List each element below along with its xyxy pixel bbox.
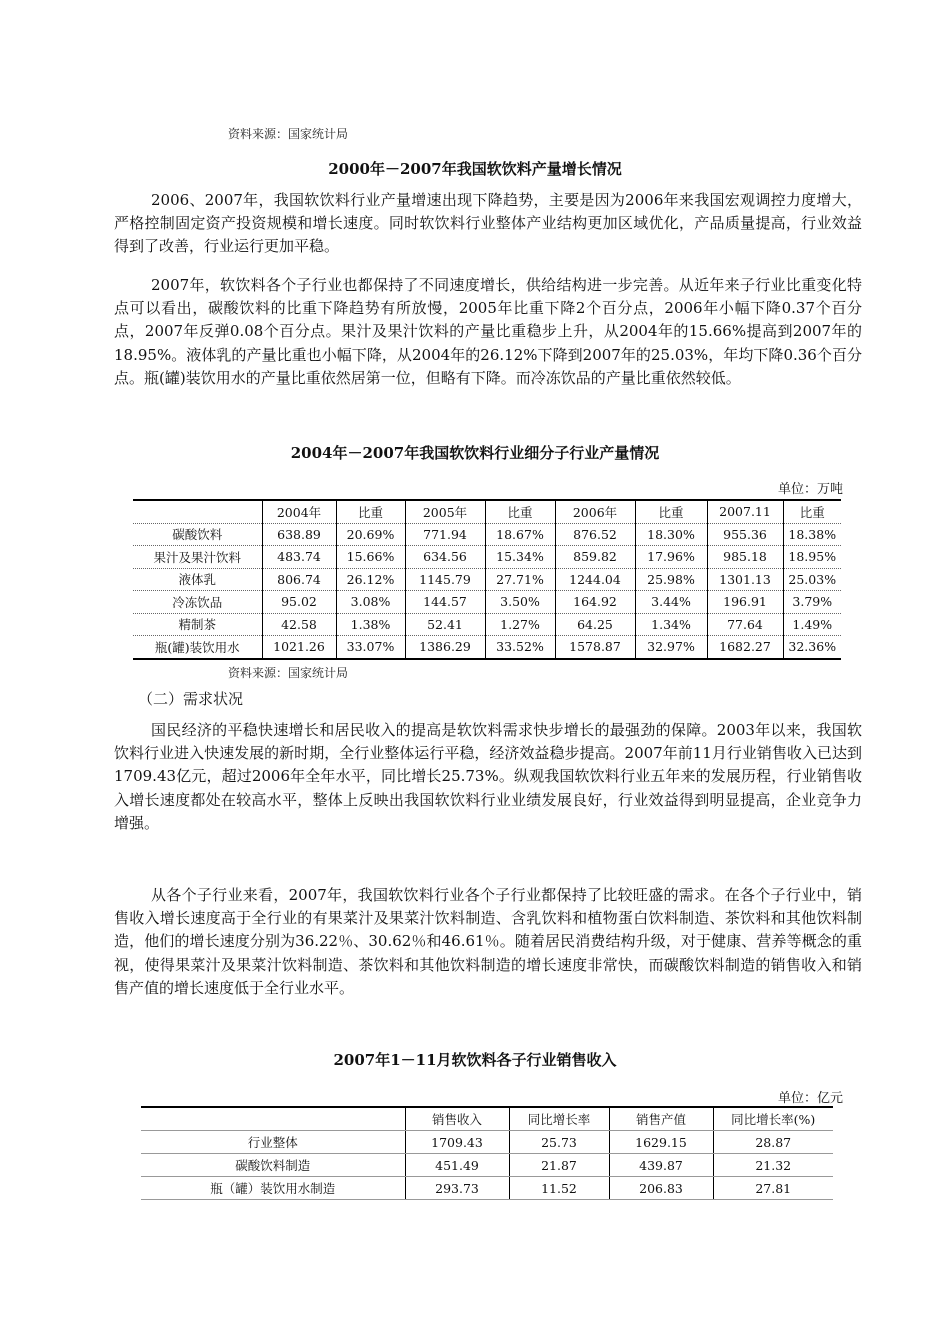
table-cell: 206.83: [609, 1177, 713, 1200]
table-row: [133, 568, 841, 591]
table-cell: 859.82: [555, 546, 635, 569]
table-cell: 26.12%: [336, 568, 405, 591]
table-cell: 1301.13: [707, 568, 783, 591]
header-cell: 2004年: [262, 500, 336, 523]
table-cell: 52.41: [405, 613, 485, 636]
table-cell: 42.58: [262, 613, 336, 636]
source-note-top: 资料来源：国家统计局: [228, 127, 349, 141]
table-row: [133, 613, 841, 636]
row-label: 精制茶: [133, 613, 262, 636]
header-cell: 销售产值: [609, 1107, 713, 1131]
table-cell: 25.98%: [635, 568, 707, 591]
table-header-row: [133, 500, 841, 523]
table-cell: 25.73: [509, 1131, 609, 1154]
table-cell: 1682.27: [707, 636, 783, 659]
table-cell: 483.74: [262, 546, 336, 569]
table-cell: 806.74: [262, 568, 336, 591]
table-cell: 1244.04: [555, 568, 635, 591]
table-cell: 32.97%: [635, 636, 707, 659]
table-cell: 95.02: [262, 591, 336, 614]
table-cell: 144.57: [405, 591, 485, 614]
paragraph-subsector-share: 2007年，软饮料各个子行业也都保持了不同速度增长，供给结构进一步完善。从近年来子行业比重变化特点可以看出，碳酸饮料的比重下降趋势有所放慢，2005年比重下降2个百分点，2006年小幅下降0.37个百分点，2007年反弹0.08个百分点。果汁及果汁饮料的产量比重稳步上升，从2004年的15.66%提高到2007年的18.95%。液体乳的产量比重也小幅下降，从2004年的26.12%下降到2007年的25.03%，年均下降0.36个百分点。瓶(罐)装饮用水的产量比重依然居第一位，但略有下降。而冷冻饮品的产量比重依然较低。: [114, 276, 862, 387]
table-cell: 451.49: [405, 1154, 509, 1177]
table-cell: 18.67%: [485, 523, 555, 546]
table-cell: 1021.26: [262, 636, 336, 659]
row-label: 瓶（罐）装饮用水制造: [141, 1177, 405, 1200]
source-note-table: 资料来源：国家统计局: [228, 666, 349, 680]
table-cell: 77.64: [707, 613, 783, 636]
table-cell: 1.49%: [783, 613, 841, 636]
table-cell: 876.52: [555, 523, 635, 546]
table-cell: 18.38%: [783, 523, 841, 546]
header-cell: 同比增长率(%): [713, 1107, 833, 1131]
row-label: 行业整体: [141, 1131, 405, 1154]
paragraph-demand-growth: 国民经济的平稳快速增长和居民收入的提高是软饮料需求快步增长的最强劲的保障。2003年以来，我国软饮料行业进入快速发展的新时期，全行业整体运行平稳，经济效益稳步提高。2007年前11月行业销售收入已达到1709.43亿元，超过2006年全年水平，同比增长25.73%。纵观我国软饮料行业五年来的发展历程，行业销售收入增长速度都处在较高水平，整体上反映出我国软饮料行业业绩发展良好，行业效益得到明显提高，企业竞争力增强。: [114, 721, 862, 832]
sales-revenue-table: [141, 1106, 833, 1200]
table-cell: 1578.87: [555, 636, 635, 659]
row-label: 冷冻饮品: [133, 591, 262, 614]
table-row: [141, 1131, 833, 1154]
table-cell: 33.52%: [485, 636, 555, 659]
section-heading-demand: （二）需求状况: [138, 690, 244, 708]
row-label: 碳酸饮料制造: [141, 1154, 405, 1177]
table-cell: 17.96%: [635, 546, 707, 569]
table-cell: 3.44%: [635, 591, 707, 614]
table-row: [133, 636, 841, 659]
table-row: [141, 1154, 833, 1177]
header-cell: [141, 1107, 405, 1131]
row-label: 碳酸饮料: [133, 523, 262, 546]
table-row: [133, 523, 841, 546]
table-cell: 11.52: [509, 1177, 609, 1200]
table-header-row: [141, 1107, 833, 1131]
table-cell: 3.50%: [485, 591, 555, 614]
table-cell: 21.32: [713, 1154, 833, 1177]
table-cell: 771.94: [405, 523, 485, 546]
table-cell: 27.71%: [485, 568, 555, 591]
paragraph-subsector-demand: 从各个子行业来看，2007年，我国软饮料行业各个子行业都保持了比较旺盛的需求。在各个子行业中，销售收入增长速度高于全行业的有果菜汁及果菜汁饮料制造、含乳饮料和植物蛋白饮料制造、茶饮料和其他饮料制造，他们的增长速度分别为36.22％、30.62％和46.61％。随着居民消费结构升级，对于健康、营养等概念的重视，使得果菜汁及果菜汁饮料制造、茶饮料和其他饮料制造的增长速度非常快，而碳酸饮料制造的销售收入和销售产值的增长速度低于全行业水平。: [114, 886, 862, 997]
table-cell: 1145.79: [405, 568, 485, 591]
header-cell: 比重: [635, 500, 707, 523]
table-cell: 164.92: [555, 591, 635, 614]
table-cell: 293.73: [405, 1177, 509, 1200]
table-cell: 439.87: [609, 1154, 713, 1177]
table-cell: 3.08%: [336, 591, 405, 614]
table2-title: 2007年1－11月软饮料各子行业销售收入: [333, 1051, 617, 1069]
table-cell: 955.36: [707, 523, 783, 546]
table-cell: 21.87: [509, 1154, 609, 1177]
header-cell: 销售收入: [405, 1107, 509, 1131]
header-cell: 同比增长率: [509, 1107, 609, 1131]
table-cell: 3.79%: [783, 591, 841, 614]
table-cell: 20.69%: [336, 523, 405, 546]
table-row: [133, 546, 841, 569]
table-cell: 1.27%: [485, 613, 555, 636]
table-cell: 64.25: [555, 613, 635, 636]
table-cell: 18.30%: [635, 523, 707, 546]
header-cell: 比重: [485, 500, 555, 523]
table-cell: 27.81: [713, 1177, 833, 1200]
table-cell: 15.34%: [485, 546, 555, 569]
table-cell: 33.07%: [336, 636, 405, 659]
table-cell: 25.03%: [783, 568, 841, 591]
table-cell: 985.18: [707, 546, 783, 569]
table-cell: 638.89: [262, 523, 336, 546]
table-cell: 28.87: [713, 1131, 833, 1154]
table-row: [141, 1177, 833, 1200]
header-cell: [133, 500, 262, 523]
table-cell: 18.95%: [783, 546, 841, 569]
table1-title: 2004年－2007年我国软饮料行业细分子行业产量情况: [290, 444, 660, 462]
header-cell: 2005年: [405, 500, 485, 523]
header-cell: 2006年: [555, 500, 635, 523]
table1-unit: 单位：万吨: [777, 482, 843, 497]
production-table: [133, 499, 841, 660]
row-label: 液体乳: [133, 568, 262, 591]
table-cell: 15.66%: [336, 546, 405, 569]
table-cell: 32.36%: [783, 636, 841, 659]
table-cell: 634.56: [405, 546, 485, 569]
table-cell: 1386.29: [405, 636, 485, 659]
row-label: 瓶(罐)装饮用水: [154, 639, 240, 655]
table2-unit: 单位：亿元: [777, 1091, 843, 1106]
table-cell: 1.38%: [336, 613, 405, 636]
table-row: [133, 591, 841, 614]
header-cell: 2007.11: [707, 500, 783, 523]
table-cell: 196.91: [707, 591, 783, 614]
table-cell: 1.34%: [635, 613, 707, 636]
paragraph-production-trend: 2006、2007年，我国软饮料行业产量增速出现下降趋势，主要是因为2006年来我国宏观调控力度增大，严格控制固定资产投资规模和增长速度。同时软饮料行业整体产业结构更加区域优化，产品质量提高，行业效益得到了改善，行业运行更加平稳。: [114, 191, 862, 256]
table-cell: 1629.15: [609, 1131, 713, 1154]
header-cell: 比重: [336, 500, 405, 523]
row-label: 果汁及果汁饮料: [133, 546, 262, 569]
table-cell: 1709.43: [405, 1131, 509, 1154]
section-title-production-growth: 2000年－2007年我国软饮料产量增长情况: [328, 160, 622, 178]
header-cell: 比重: [783, 500, 841, 523]
